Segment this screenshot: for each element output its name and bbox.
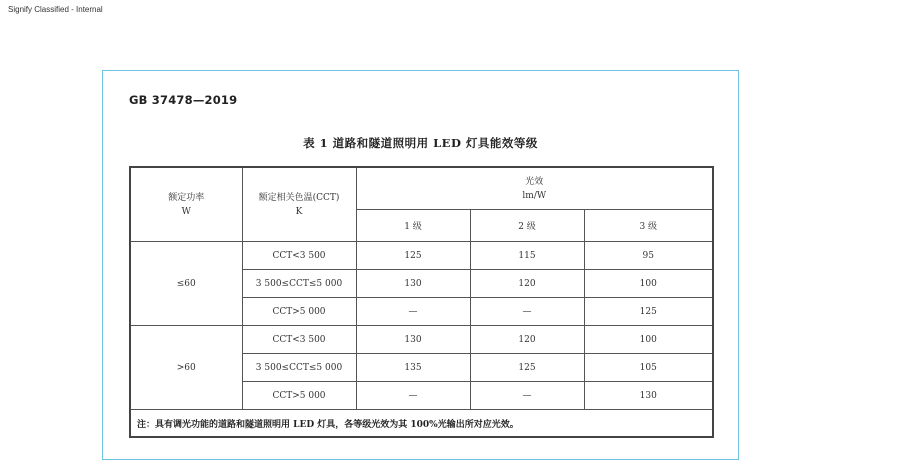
standard-number: GB 37478—2019 (129, 93, 238, 107)
cct-cell: CCT>5 000 (242, 298, 356, 326)
header-cct-name: 额定相关色温(CCT) (258, 192, 340, 203)
grade3-cell: 100 (584, 326, 713, 354)
grade2-cell: 120 (470, 270, 584, 298)
grade1-cell: 135 (356, 354, 470, 382)
table-title: 表 1 道路和隧道照明用 LED 灯具能效等级 (303, 136, 538, 150)
grade3-cell: 100 (584, 270, 713, 298)
document-image (102, 70, 739, 460)
grade3-cell: 95 (584, 242, 713, 270)
grade1-cell: — (356, 298, 470, 326)
cct-cell: CCT>5 000 (242, 382, 356, 410)
header-power-name: 额定功率 (168, 192, 205, 203)
table-row (130, 326, 713, 354)
header-efficacy (356, 167, 713, 210)
power-cell: ≤60 (130, 242, 242, 326)
grade1-cell: — (356, 382, 470, 410)
header-efficacy-name: 光效 (525, 176, 544, 187)
grade1-cell: 130 (356, 326, 470, 354)
cct-cell: 3 500≤CCT≤5 000 (242, 270, 356, 298)
cct-cell: 3 500≤CCT≤5 000 (242, 354, 356, 382)
grade3-cell: 125 (584, 298, 713, 326)
table-note-row (130, 410, 713, 438)
header-power (130, 167, 242, 242)
grade2-cell: — (470, 298, 584, 326)
table-header-row (130, 167, 713, 210)
header-grade-2: 2 级 (470, 210, 584, 242)
grade2-cell: — (470, 382, 584, 410)
grade2-cell: 125 (470, 354, 584, 382)
grade1-cell: 130 (356, 270, 470, 298)
header-grade-1: 1 级 (356, 210, 470, 242)
table-note: 注：具有调光功能的道路和隧道照明用 LED 灯具，各等级光效为其 100%光输出所对应光效。 (130, 410, 713, 438)
header-grade-3: 3 级 (584, 210, 713, 242)
table-row (130, 242, 713, 270)
grade3-cell: 130 (584, 382, 713, 410)
efficacy-table (129, 166, 714, 438)
grade2-cell: 115 (470, 242, 584, 270)
grade1-cell: 125 (356, 242, 470, 270)
power-cell: >60 (130, 326, 242, 410)
grade3-cell: 105 (584, 354, 713, 382)
grade2-cell: 120 (470, 326, 584, 354)
classification-label: Signify Classified - Internal (8, 5, 103, 14)
cct-cell: CCT<3 500 (242, 242, 356, 270)
header-cct (242, 167, 356, 242)
cct-cell: CCT<3 500 (242, 326, 356, 354)
header-cct-unit: K (295, 206, 303, 217)
header-efficacy-unit: lm/W (522, 190, 547, 201)
header-power-unit: W (181, 206, 191, 217)
